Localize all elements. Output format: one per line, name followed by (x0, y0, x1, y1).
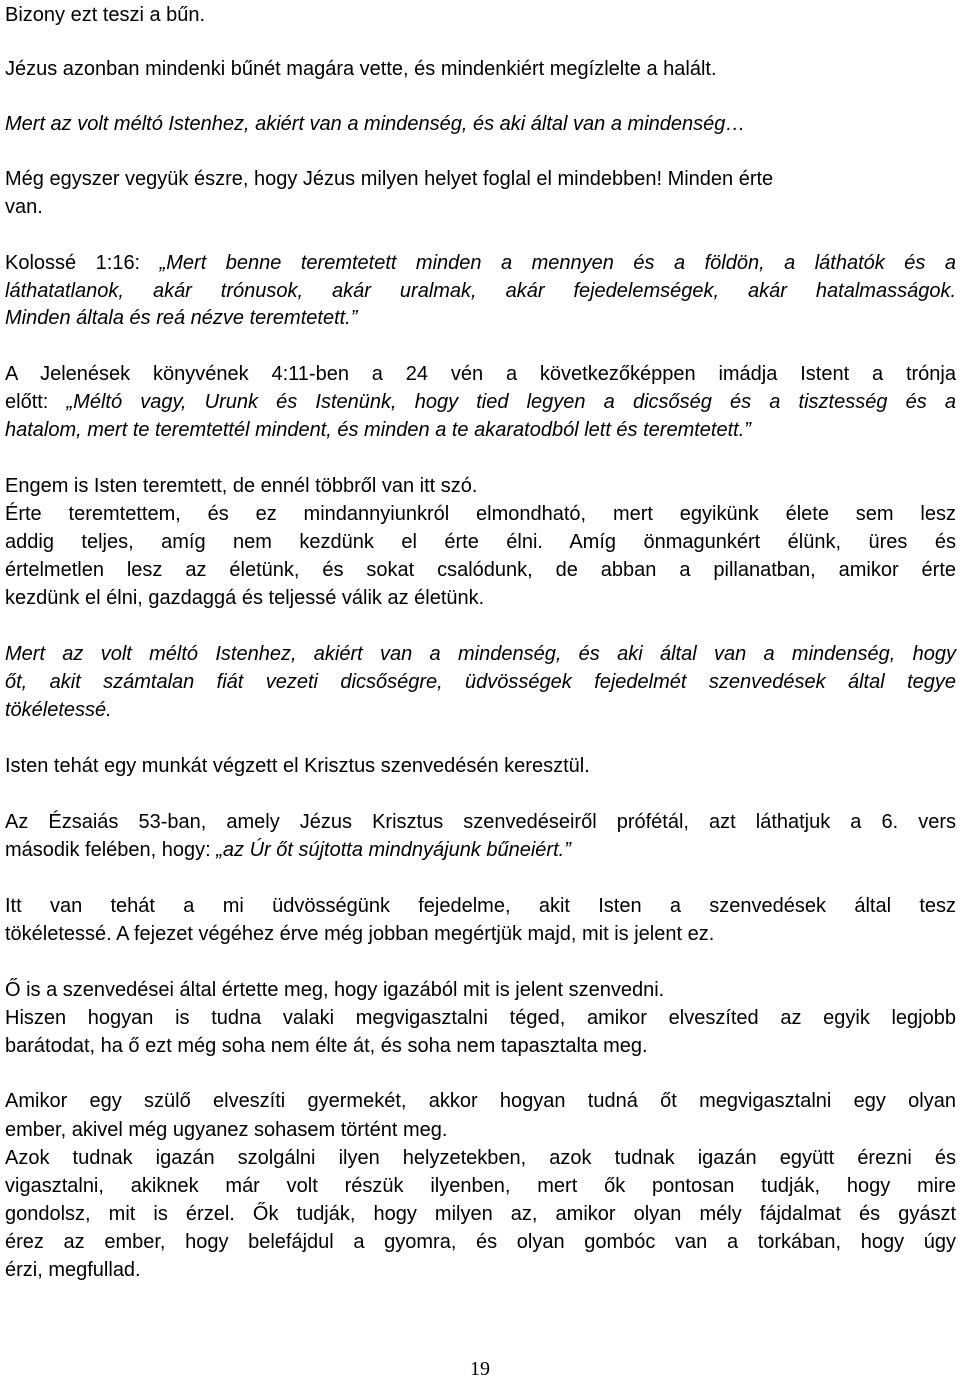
text-segment: barátodat, ha ő ezt még soha nem élte át, és soha nem tapasztalta meg. (5, 1035, 648, 1057)
text-segment: A Jelenések könyvének 4:11-ben a 24 vén a következőképpen imádja Istent a trónja (5, 363, 956, 385)
italic-text: Minden általa és reá nézve teremtetett.” (5, 307, 358, 329)
text-line (5, 112, 745, 136)
text-line (5, 894, 956, 918)
italic-text: láthatatlanok, akár trónusok, akár uralmak, akár fejedelemségek, akár hatalmasságok. (5, 280, 956, 302)
text-line (5, 167, 773, 191)
text-segment: Az Ézsaiás 53-ban, amely Jézus Krisztus szenvedéseiről prófétál, azt láthatjuk a 6. vers (5, 811, 956, 833)
text-line (5, 195, 43, 219)
text-segment: Amikor egy szülő elveszíti gyermekét, akkor hogyan tudná őt megvigasztalni egy olyan (5, 1090, 956, 1112)
text-line (5, 418, 751, 442)
text-line (5, 642, 956, 666)
text-line (5, 1006, 956, 1030)
text-segment: értelmetlen lesz az életünk, és sokat csalódunk, de abban a pillanatban, amikor érte (5, 559, 956, 581)
text-segment: ember, akivel még ugyanez sohasem történt meg. (5, 1119, 448, 1141)
text-segment: kezdünk el élni, gazdaggá és teljessé válik az életünk. (5, 587, 485, 609)
text-segment: Isten tehát egy munkát végzett el Krisztus szenvedésén keresztül. (5, 755, 590, 777)
text-segment: Engem is Isten teremtett, de ennél többről van itt szó. (5, 475, 478, 497)
italic-text: „az Úr őt sújtotta mindnyájunk bűneiért.” (216, 839, 571, 861)
text-line (5, 698, 112, 722)
text-segment: Itt van tehát a mi üdvösségünk fejedelme, akit Isten a szenvedések által tesz (5, 895, 956, 917)
text-segment: Ő is a szenvedései által értette meg, hogy igazából mit is jelent szenvedni. (5, 979, 665, 1001)
text-segment: Kolossé 1:16: (5, 252, 160, 274)
text-line (5, 670, 956, 694)
text-line (5, 530, 956, 554)
text-segment: előtt: (5, 391, 67, 413)
text-line (5, 1089, 956, 1113)
text-line (5, 502, 956, 526)
italic-text: őt, akit számtalan fiát vezeti dicsőségre, üdvösségek fejedelmét szenvedések által tegye (5, 671, 956, 693)
text-line (5, 754, 590, 778)
text-segment: Jézus azonban mindenki bűnét magára vette, és mindenkiért megízlelte a halált. (5, 58, 717, 80)
text-line (5, 558, 956, 582)
text-line (5, 390, 956, 414)
italic-text: Mert az volt méltó Istenhez, akiért van a mindenség, és aki által van a mindenség… (5, 113, 746, 135)
text-line (5, 306, 357, 330)
italic-text: tökéletessé. (5, 699, 112, 721)
text-line (5, 362, 956, 386)
text-line (5, 978, 664, 1002)
text-segment: Azok tudnak igazán szolgálni ilyen helyzetekben, azok tudnak igazán együtt érezni és (5, 1147, 956, 1169)
text-segment: második felében, hogy: (5, 839, 217, 861)
text-segment: Még egyszer vegyük észre, hogy Jézus milyen helyet foglal el mindebben! Minden érte (5, 168, 774, 190)
text-segment: tökéletessé. A fejezet végéhez érve még jobban megértjük majd, mit is jelent ez. (5, 923, 715, 945)
text-line (5, 810, 956, 834)
italic-text: hatalom, mert te teremtettél mindent, és minden a te akaratodból lett és teremtetett.” (5, 419, 751, 441)
text-line (5, 1258, 141, 1282)
italic-text: „Méltó vagy, Urunk és Istenünk, hogy tied legyen a dicsőség és a tisztesség és a (66, 391, 956, 413)
text-segment: érzi, megfullad. (5, 1259, 141, 1281)
text-line (5, 838, 571, 862)
text-line (5, 57, 717, 81)
text-line (5, 922, 714, 946)
text-segment: vigasztalni, akiknek már volt részük ilyenben, mert ők pontosan tudják, hogy mire (5, 1175, 956, 1197)
text-line (5, 3, 205, 27)
text-line (5, 279, 956, 303)
text-line (5, 251, 956, 275)
text-segment: érez az ember, hogy belefájdul a gyomra, és olyan gombóc van a torkában, hogy úgy (5, 1231, 956, 1253)
text-line (5, 1034, 648, 1058)
italic-text: Mert az volt méltó Istenhez, akiért van a mindenség, és aki által van a mindenség, hogy (5, 643, 956, 665)
italic-text: „Mert benne teremtetett minden a mennyen és a földön, a láthatók és a (159, 252, 956, 274)
text-line (5, 586, 484, 610)
text-line (5, 1202, 956, 1226)
text-segment: Hiszen hogyan is tudna valaki megvigasztalni téged, amikor elveszíted az egyik legjobb (5, 1007, 956, 1029)
text-segment: gondolsz, mit is érzel. Ők tudják, hogy milyen az, amikor olyan mély fájdalmat és gyászt (5, 1203, 956, 1225)
text-line (5, 1174, 956, 1198)
text-line (5, 474, 477, 498)
text-segment: van. (5, 196, 43, 218)
text-segment: Érte teremtettem, és ez mindannyiunkról elmondható, mert egyikünk élete sem lesz (5, 503, 956, 525)
text-line (5, 1146, 956, 1170)
text-line (5, 1118, 447, 1142)
page-number: 19 (470, 1358, 490, 1380)
text-segment: Bizony ezt teszi a bűn. (5, 4, 206, 26)
text-segment: addig teljes, amíg nem kezdünk el érte élni. Amíg önmagunkért élünk, üres és (5, 531, 956, 553)
text-line (5, 1230, 956, 1254)
